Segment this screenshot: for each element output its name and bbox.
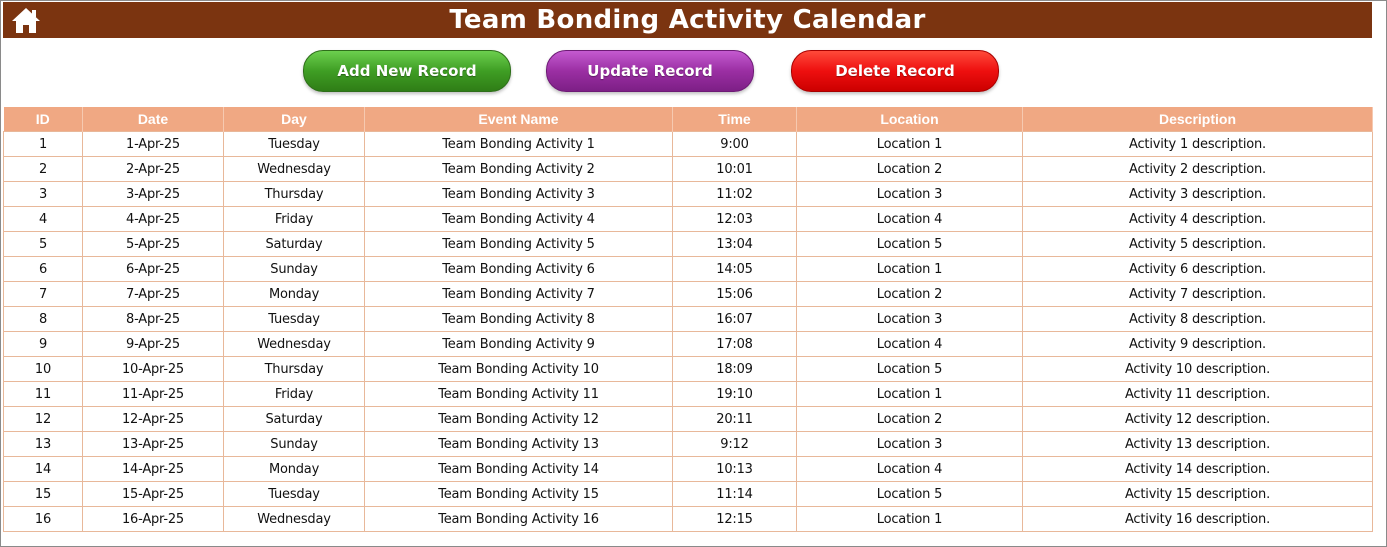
- cell-description[interactable]: Activity 15 description.: [1023, 482, 1373, 507]
- cell-location[interactable]: Location 4: [797, 457, 1023, 482]
- cell-location[interactable]: Location 1: [797, 507, 1023, 532]
- cell-id[interactable]: 14: [4, 457, 83, 482]
- cell-day[interactable]: Wednesday: [224, 332, 365, 357]
- column-header-time[interactable]: Time: [673, 107, 797, 132]
- table-body: [4, 132, 1373, 532]
- cell-event-name[interactable]: Team Bonding Activity 10: [365, 357, 673, 382]
- cell-day[interactable]: Friday: [224, 207, 365, 232]
- cell-day[interactable]: Saturday: [224, 407, 365, 432]
- cell-location[interactable]: Location 1: [797, 257, 1023, 282]
- cell-id[interactable]: 2: [4, 157, 83, 182]
- cell-time[interactable]: 14:05: [673, 257, 797, 282]
- column-header-id[interactable]: ID: [4, 107, 83, 132]
- cell-description[interactable]: Activity 10 description.: [1023, 357, 1373, 382]
- cell-location[interactable]: Location 3: [797, 182, 1023, 207]
- update-record-button[interactable]: Update Record: [546, 50, 754, 92]
- cell-location[interactable]: Location 5: [797, 357, 1023, 382]
- cell-event-name[interactable]: Team Bonding Activity 15: [365, 482, 673, 507]
- cell-date[interactable]: 1-Apr-25: [83, 132, 224, 157]
- cell-day[interactable]: Tuesday: [224, 307, 365, 332]
- cell-description[interactable]: Activity 12 description.: [1023, 407, 1373, 432]
- cell-date[interactable]: 9-Apr-25: [83, 332, 224, 357]
- cell-date[interactable]: 10-Apr-25: [83, 357, 224, 382]
- cell-date[interactable]: 3-Apr-25: [83, 182, 224, 207]
- table-row[interactable]: [4, 507, 1373, 532]
- table-row[interactable]: [4, 332, 1373, 357]
- column-header-event-name[interactable]: Event Name: [365, 107, 673, 132]
- cell-date[interactable]: 16-Apr-25: [83, 507, 224, 532]
- cell-event-name[interactable]: Team Bonding Activity 16: [365, 507, 673, 532]
- cell-location[interactable]: Location 4: [797, 207, 1023, 232]
- table-row[interactable]: [4, 307, 1373, 332]
- cell-day[interactable]: Wednesday: [224, 157, 365, 182]
- cell-event-name[interactable]: Team Bonding Activity 5: [365, 232, 673, 257]
- cell-date[interactable]: 6-Apr-25: [83, 257, 224, 282]
- cell-id[interactable]: 6: [4, 257, 83, 282]
- cell-description[interactable]: Activity 1 description.: [1023, 132, 1373, 157]
- cell-id[interactable]: 8: [4, 307, 83, 332]
- cell-id[interactable]: 13: [4, 432, 83, 457]
- cell-event-name[interactable]: Team Bonding Activity 4: [365, 207, 673, 232]
- table-row[interactable]: [4, 132, 1373, 157]
- cell-time[interactable]: 9:00: [673, 132, 797, 157]
- cell-event-name[interactable]: Team Bonding Activity 1: [365, 132, 673, 157]
- cell-event-name[interactable]: Team Bonding Activity 7: [365, 282, 673, 307]
- cell-description[interactable]: Activity 2 description.: [1023, 157, 1373, 182]
- cell-id[interactable]: 5: [4, 232, 83, 257]
- cell-day[interactable]: Sunday: [224, 432, 365, 457]
- cell-date[interactable]: 5-Apr-25: [83, 232, 224, 257]
- cell-date[interactable]: 2-Apr-25: [83, 157, 224, 182]
- column-header-date[interactable]: Date: [83, 107, 224, 132]
- cell-day[interactable]: Friday: [224, 382, 365, 407]
- cell-day[interactable]: Tuesday: [224, 482, 365, 507]
- cell-id[interactable]: 4: [4, 207, 83, 232]
- table-row[interactable]: [4, 157, 1373, 182]
- table-row[interactable]: [4, 357, 1373, 382]
- cell-day[interactable]: Monday: [224, 282, 365, 307]
- table-row[interactable]: [4, 382, 1373, 407]
- table-header-row: [4, 107, 1373, 132]
- cell-description[interactable]: Activity 3 description.: [1023, 182, 1373, 207]
- cell-time[interactable]: 10:01: [673, 157, 797, 182]
- cell-description[interactable]: Activity 7 description.: [1023, 282, 1373, 307]
- cell-event-name[interactable]: Team Bonding Activity 9: [365, 332, 673, 357]
- cell-location[interactable]: Location 4: [797, 332, 1023, 357]
- cell-description[interactable]: Activity 11 description.: [1023, 382, 1373, 407]
- cell-day[interactable]: Thursday: [224, 357, 365, 382]
- cell-location[interactable]: Location 2: [797, 282, 1023, 307]
- cell-time[interactable]: 11:14: [673, 482, 797, 507]
- cell-time[interactable]: 19:10: [673, 382, 797, 407]
- column-header-location[interactable]: Location: [797, 107, 1023, 132]
- cell-location[interactable]: Location 2: [797, 157, 1023, 182]
- cell-description[interactable]: Activity 6 description.: [1023, 257, 1373, 282]
- cell-day[interactable]: Wednesday: [224, 507, 365, 532]
- cell-event-name[interactable]: Team Bonding Activity 3: [365, 182, 673, 207]
- cell-date[interactable]: 13-Apr-25: [83, 432, 224, 457]
- cell-id[interactable]: 1: [4, 132, 83, 157]
- cell-id[interactable]: 12: [4, 407, 83, 432]
- table-row[interactable]: [4, 207, 1373, 232]
- cell-time[interactable]: 13:04: [673, 232, 797, 257]
- cell-id[interactable]: 7: [4, 282, 83, 307]
- cell-time[interactable]: 18:09: [673, 357, 797, 382]
- cell-location[interactable]: Location 5: [797, 232, 1023, 257]
- cell-event-name[interactable]: Team Bonding Activity 6: [365, 257, 673, 282]
- cell-event-name[interactable]: Team Bonding Activity 13: [365, 432, 673, 457]
- cell-day[interactable]: Thursday: [224, 182, 365, 207]
- add-new-record-button[interactable]: Add New Record: [303, 50, 511, 92]
- cell-id[interactable]: 10: [4, 357, 83, 382]
- cell-event-name[interactable]: Team Bonding Activity 2: [365, 157, 673, 182]
- cell-location[interactable]: Location 2: [797, 407, 1023, 432]
- cell-description[interactable]: Activity 14 description.: [1023, 457, 1373, 482]
- title-bar: [3, 2, 1372, 38]
- cell-time[interactable]: 12:03: [673, 207, 797, 232]
- cell-time[interactable]: 17:08: [673, 332, 797, 357]
- cell-description[interactable]: Activity 5 description.: [1023, 232, 1373, 257]
- cell-time[interactable]: 9:12: [673, 432, 797, 457]
- cell-description[interactable]: Activity 13 description.: [1023, 432, 1373, 457]
- cell-event-name[interactable]: Team Bonding Activity 12: [365, 407, 673, 432]
- table-row[interactable]: [4, 232, 1373, 257]
- table-row[interactable]: [4, 432, 1373, 457]
- cell-day[interactable]: Monday: [224, 457, 365, 482]
- cell-description[interactable]: Activity 9 description.: [1023, 332, 1373, 357]
- table-row[interactable]: [4, 482, 1373, 507]
- cell-date[interactable]: 14-Apr-25: [83, 457, 224, 482]
- cell-day[interactable]: Sunday: [224, 257, 365, 282]
- cell-location[interactable]: Location 3: [797, 307, 1023, 332]
- page-title: Team Bonding Activity Calendar: [449, 5, 926, 35]
- cell-location[interactable]: Location 1: [797, 382, 1023, 407]
- table-row[interactable]: [4, 457, 1373, 482]
- cell-time[interactable]: 12:15: [673, 507, 797, 532]
- home-icon[interactable]: [9, 5, 43, 35]
- cell-event-name[interactable]: Team Bonding Activity 11: [365, 382, 673, 407]
- cell-description[interactable]: Activity 4 description.: [1023, 207, 1373, 232]
- cell-date[interactable]: 8-Apr-25: [83, 307, 224, 332]
- cell-event-name[interactable]: Team Bonding Activity 8: [365, 307, 673, 332]
- delete-record-button[interactable]: Delete Record: [791, 50, 999, 92]
- cell-description[interactable]: Activity 16 description.: [1023, 507, 1373, 532]
- cell-time[interactable]: 15:06: [673, 282, 797, 307]
- cell-day[interactable]: Tuesday: [224, 132, 365, 157]
- cell-location[interactable]: Location 1: [797, 132, 1023, 157]
- cell-id[interactable]: 15: [4, 482, 83, 507]
- cell-location[interactable]: Location 5: [797, 482, 1023, 507]
- cell-time[interactable]: 10:13: [673, 457, 797, 482]
- cell-description[interactable]: Activity 8 description.: [1023, 307, 1373, 332]
- records-table: [3, 107, 1373, 532]
- cell-event-name[interactable]: Team Bonding Activity 14: [365, 457, 673, 482]
- table-row[interactable]: [4, 282, 1373, 307]
- column-header-day[interactable]: Day: [224, 107, 365, 132]
- cell-id[interactable]: 11: [4, 382, 83, 407]
- cell-date[interactable]: 7-Apr-25: [83, 282, 224, 307]
- table-row[interactable]: [4, 257, 1373, 282]
- cell-date[interactable]: 15-Apr-25: [83, 482, 224, 507]
- table-row[interactable]: [4, 407, 1373, 432]
- table-row[interactable]: [4, 182, 1373, 207]
- cell-date[interactable]: 11-Apr-25: [83, 382, 224, 407]
- cell-id[interactable]: 16: [4, 507, 83, 532]
- cell-time[interactable]: 11:02: [673, 182, 797, 207]
- cell-time[interactable]: 16:07: [673, 307, 797, 332]
- cell-id[interactable]: 3: [4, 182, 83, 207]
- column-header-description[interactable]: Description: [1023, 107, 1373, 132]
- cell-day[interactable]: Saturday: [224, 232, 365, 257]
- cell-location[interactable]: Location 3: [797, 432, 1023, 457]
- cell-date[interactable]: 12-Apr-25: [83, 407, 224, 432]
- cell-id[interactable]: 9: [4, 332, 83, 357]
- cell-date[interactable]: 4-Apr-25: [83, 207, 224, 232]
- cell-time[interactable]: 20:11: [673, 407, 797, 432]
